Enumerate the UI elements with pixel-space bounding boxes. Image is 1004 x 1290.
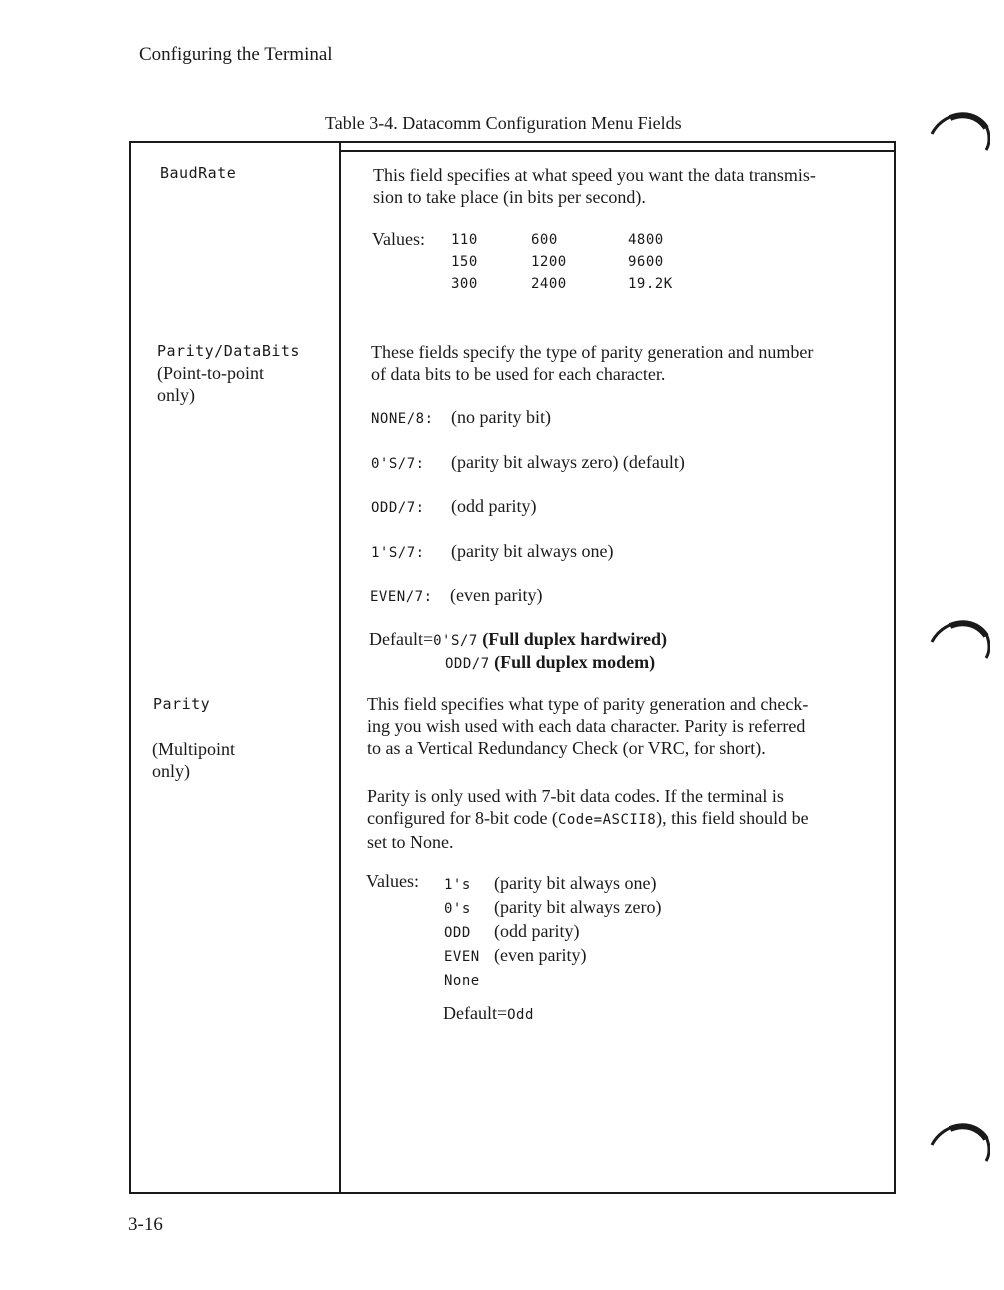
binder-hole-mark-icon xyxy=(930,612,990,662)
option-row xyxy=(370,584,542,608)
parity-note xyxy=(367,785,892,853)
option-text: (parity bit always zero) (default) xyxy=(451,452,685,472)
table-caption: Table 3-4. Datacomm Configuration Menu Fields xyxy=(325,113,682,133)
binder-hole-mark-icon xyxy=(930,1115,990,1165)
parity-description: This field specifies what type of parity generation and check- ing you wish used with each data character. Parity is referred to as a Vertical Redundancy Check (or VRC, for short). xyxy=(367,694,809,758)
parity-value-text: (even parity) xyxy=(494,945,587,965)
option-text: (no parity bit) xyxy=(451,407,551,427)
baud-value: 4800 xyxy=(628,232,664,248)
note-code: Code=ASCII8 xyxy=(557,812,657,828)
running-header: Configuring the Terminal xyxy=(139,44,333,65)
parity-sublabel: (Multipoint only) xyxy=(152,739,236,781)
default-line-2 xyxy=(445,651,655,675)
parity-values-list xyxy=(444,872,661,992)
parity-value-row xyxy=(444,968,661,992)
baud-value: 300 xyxy=(451,276,478,292)
default-text: (Full duplex hardwired) xyxy=(482,629,667,649)
option-code: 1'S/7: xyxy=(371,545,425,561)
parity-value-text: (parity bit always one) xyxy=(494,873,657,893)
option-text: (even parity) xyxy=(450,585,543,605)
parity-value-text: (parity bit always zero) xyxy=(494,897,662,917)
default-line-1 xyxy=(369,628,667,652)
baud-value: 600 xyxy=(531,232,558,248)
option-code: EVEN/7: xyxy=(370,589,433,605)
default-text: (Full duplex modem) xyxy=(494,652,656,672)
parity-values-label: Values: xyxy=(366,871,419,891)
note-text: ), this field should be set to None. xyxy=(367,808,809,852)
column-divider xyxy=(339,141,341,1194)
option-text: (parity bit always one) xyxy=(451,541,614,561)
parity-value-text: (odd parity) xyxy=(494,921,580,941)
baudrate-values-grid xyxy=(451,229,708,295)
parity-databits-label: Parity/DataBits xyxy=(157,342,300,360)
option-text: (odd parity) xyxy=(451,496,537,516)
baud-value: 9600 xyxy=(628,254,664,270)
option-code: NONE/8: xyxy=(371,411,434,427)
default-code: Odd xyxy=(507,1007,534,1023)
default-code: ODD/7 xyxy=(445,656,490,672)
option-row xyxy=(371,540,613,564)
parity-databits-sublabel: (Point-to-point only) xyxy=(157,363,264,405)
parity-value-code: 0's xyxy=(444,901,471,917)
option-code: ODD/7: xyxy=(371,500,425,516)
default-code: 0'S/7 xyxy=(433,633,478,649)
baudrate-label: BaudRate xyxy=(160,164,237,182)
parity-value-code: 1's xyxy=(444,877,471,893)
option-row xyxy=(371,495,536,519)
baud-value: 2400 xyxy=(531,276,567,292)
default-prefix: Default= xyxy=(443,1003,508,1023)
parity-value-row xyxy=(444,944,661,968)
baudrate-values-label: Values: xyxy=(372,229,425,249)
page-number: 3-16 xyxy=(128,1214,163,1235)
header-rule xyxy=(339,150,896,152)
note-text: Parity is only used with 7-bit data codes. If the terminal is configured for 8-bit code ( xyxy=(367,786,784,828)
parity-value-code: ODD xyxy=(444,925,471,941)
parity-default xyxy=(443,1002,534,1026)
parity-databits-description: These fields specify the type of parity generation and number of data bits to be used for each character. xyxy=(371,342,814,384)
parity-value-code: None xyxy=(444,973,480,989)
baud-value: 150 xyxy=(451,254,478,270)
parity-label: Parity xyxy=(153,695,211,713)
binder-hole-mark-icon xyxy=(930,104,990,154)
baud-value: 1200 xyxy=(531,254,567,270)
baudrate-description: This field specifies at what speed you want the data transmis- sion to take place (in bits per second). xyxy=(373,165,816,207)
baud-value: 110 xyxy=(451,232,478,248)
parity-value-row xyxy=(444,872,661,896)
baud-value: 19.2K xyxy=(628,276,673,292)
option-row xyxy=(371,406,551,430)
option-row xyxy=(371,451,685,475)
default-prefix: Default= xyxy=(369,629,434,649)
parity-value-row xyxy=(444,896,661,920)
parity-value-row xyxy=(444,920,661,944)
parity-value-code: EVEN xyxy=(444,949,480,965)
option-code: 0'S/7: xyxy=(371,456,425,472)
